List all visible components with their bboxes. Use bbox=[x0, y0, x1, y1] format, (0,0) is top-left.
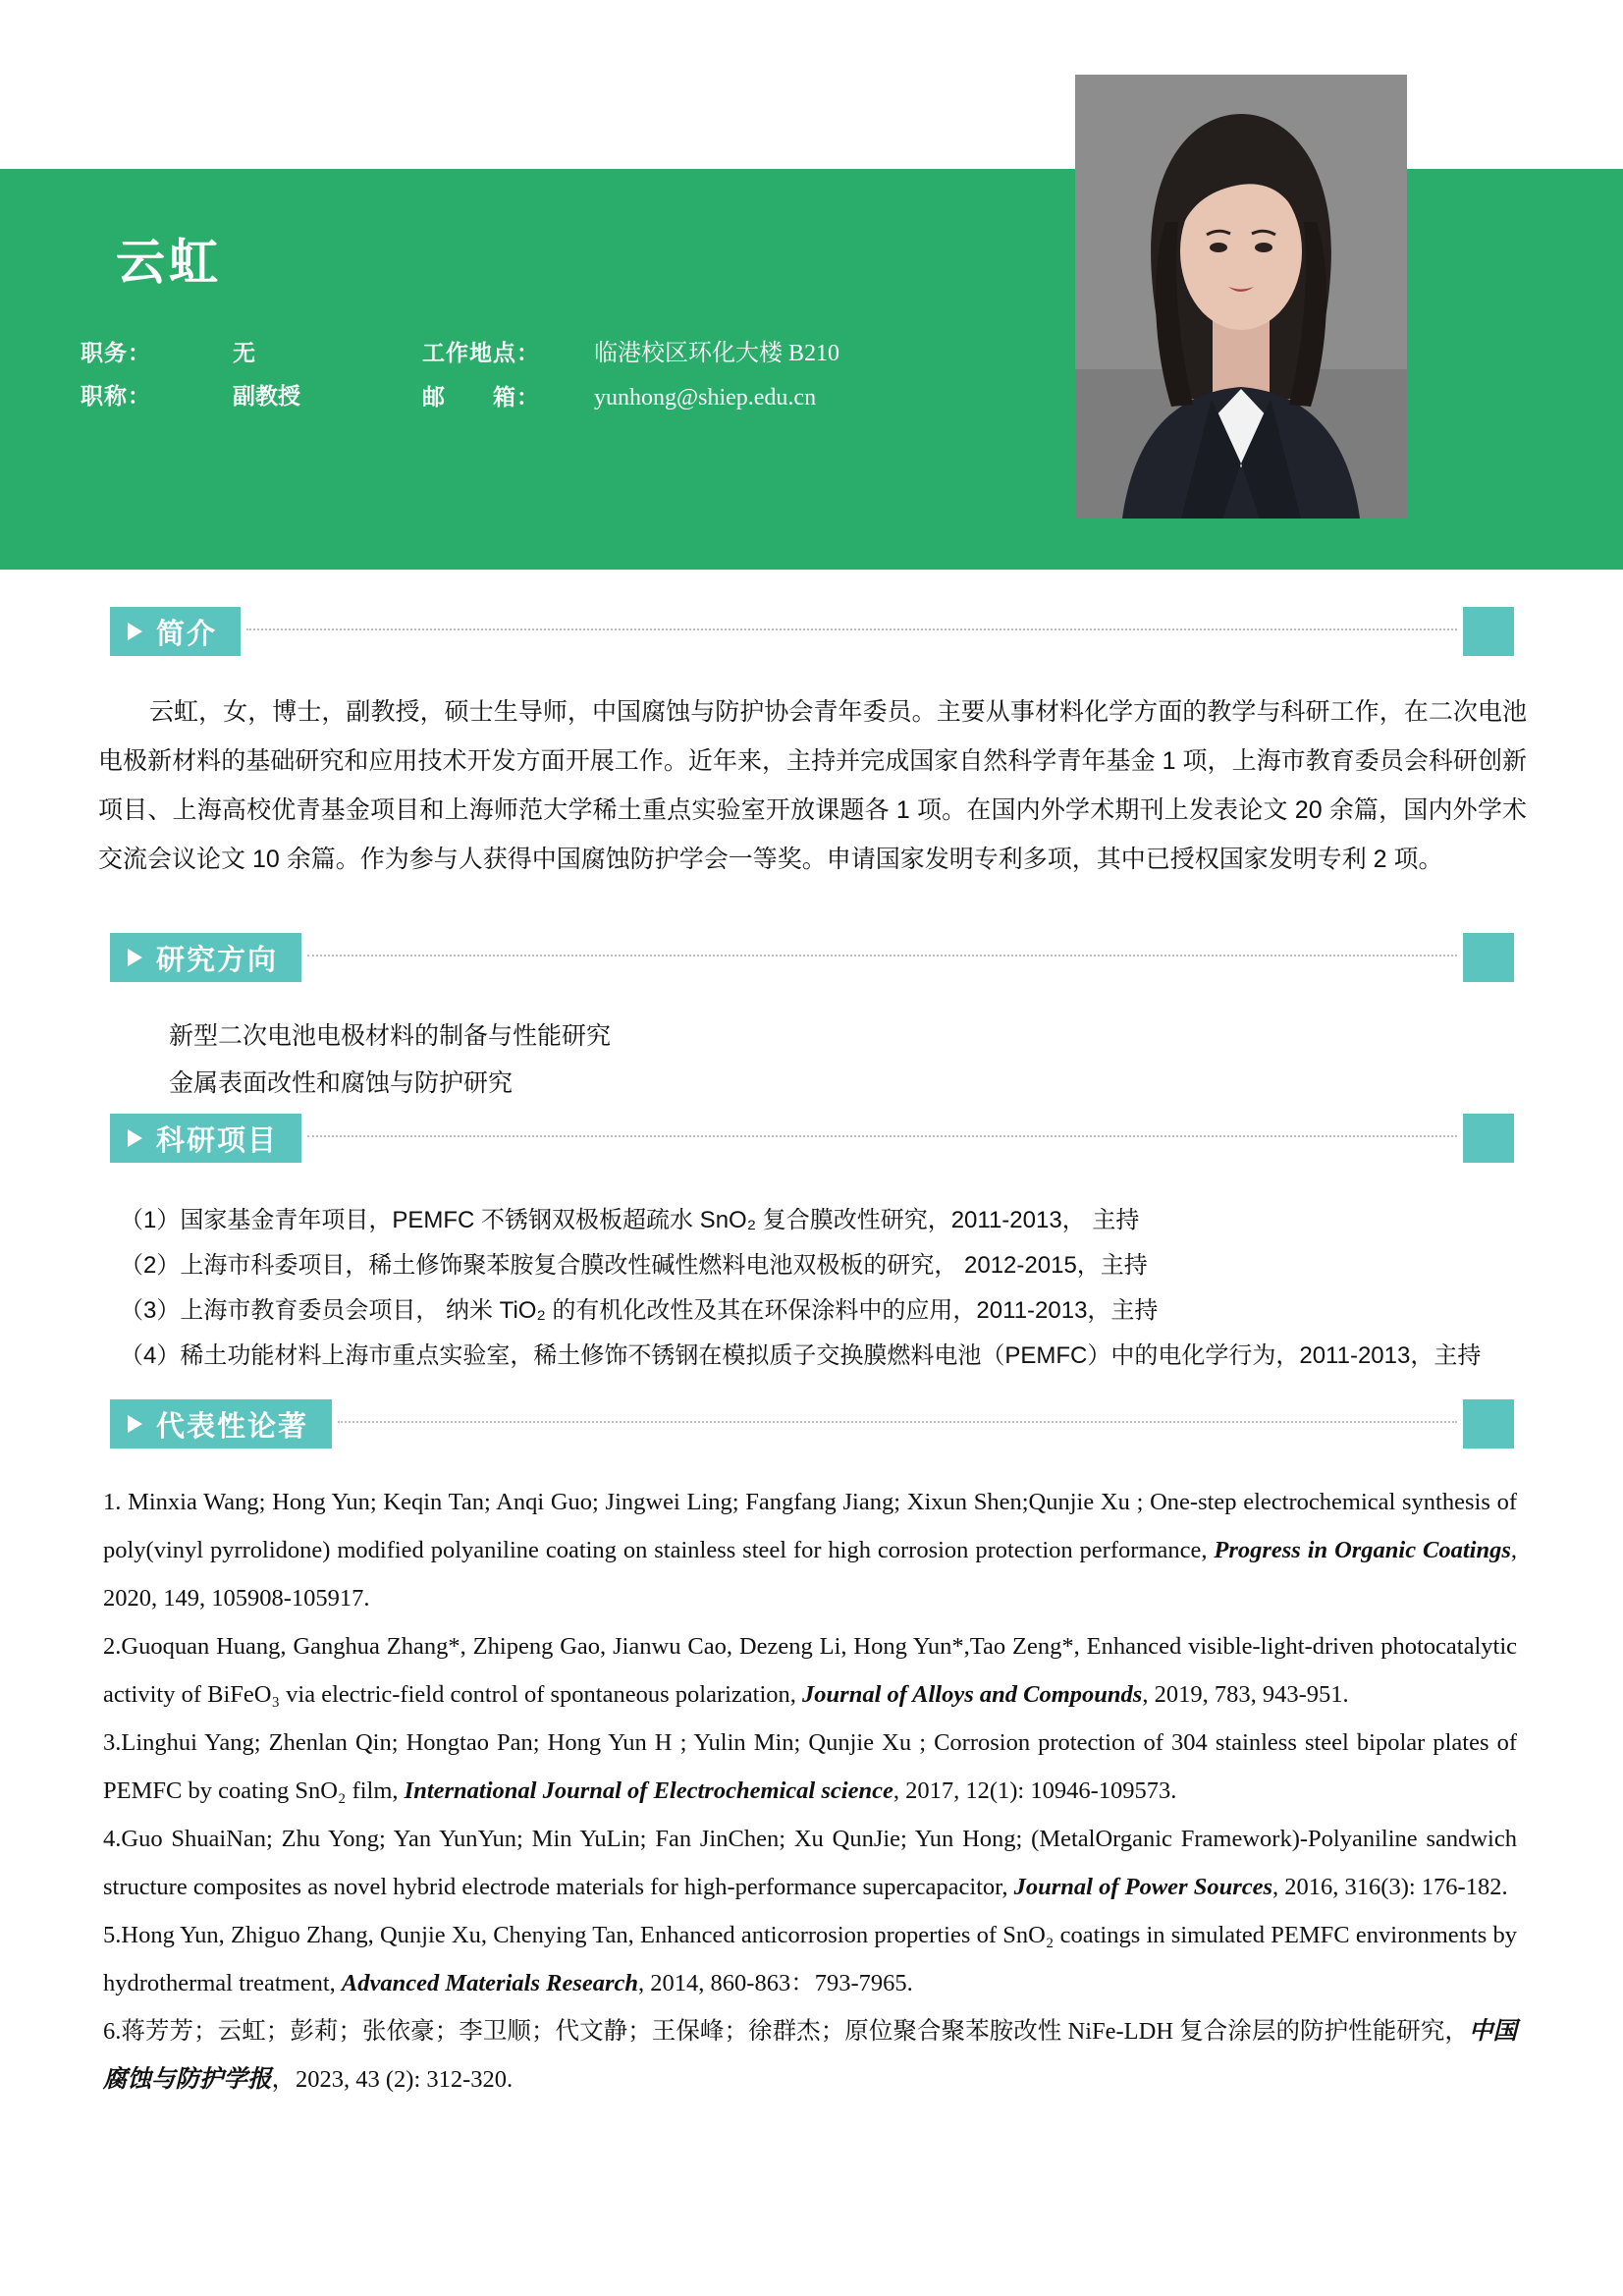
publication-title: One-step electrochemical synthesis of poly(vinyl pyrrolidone) modified polyaniline coating on stainless steel for high corrosion protection performance, bbox=[103, 1489, 1517, 1563]
intro-paragraph: 云虹，女，博士，副教授，硕士生导师，中国腐蚀与防护协会青年委员。主要从事材料化学方面的教学与科研工作，在二次电池电极新材料的基础研究和应用技术开发方面开展工作。近年来，主持并完成国家自然科学青年基金 1 项，上海市教育委员会科研创新项目、上海高校优青基金项目和上海师范大学稀土重点实验室开放课题各 1 项。在国内外学术期刊上发表论文 20 余篇，国内外学术交流会议论文 10 余篇。作为参与人获得中国腐蚀防护学会一等奖。申请国家发明专利多项，其中已授权国家发明专利 2 项。 bbox=[98, 698, 1527, 873]
section-heading-publications bbox=[110, 1399, 1514, 1449]
publication-tail: ，2023, 43 (2): 312-320. bbox=[271, 2066, 514, 2093]
project-item: （3）上海市教育委员会项目， 纳米 TiO₂ 的有机化改性及其在环保涂料中的应用，2011-2013，主持 bbox=[120, 1297, 1159, 1324]
meta-label-title: 职称： bbox=[81, 383, 151, 409]
publication-journal: Advanced Materials Research bbox=[341, 1970, 639, 1996]
triangle-bullet-icon bbox=[128, 949, 142, 966]
section-heading-intro bbox=[110, 607, 1514, 656]
section-heading-research bbox=[110, 933, 1514, 982]
publication-item bbox=[103, 2007, 1517, 2104]
triangle-bullet-icon bbox=[128, 623, 142, 640]
research-item: 金属表面改性和腐蚀与防护研究 bbox=[169, 1069, 514, 1097]
publication-tail: , 2016, 316(3): 176-182. bbox=[1272, 1874, 1508, 1900]
projects-list bbox=[120, 1198, 1514, 1379]
publication-item bbox=[103, 1719, 1517, 1815]
project-item: （4）稀土功能材料上海市重点实验室，稀土修饰不锈钢在模拟质子交换膜燃料电池（PEMFC）中的电化学行为，2011-2013，主持 bbox=[120, 1342, 1482, 1369]
header-meta-column-2 bbox=[422, 331, 839, 419]
section-heading-projects-label: 科研项目 bbox=[156, 1124, 279, 1157]
publication-authors: Linghui Yang; Zhenlan Qin; Hongtao Pan; Hong Yun H ; Yulin Min; Qunjie Xu ; bbox=[121, 1729, 935, 1756]
heading-dotted-rule bbox=[307, 954, 1457, 957]
avatar bbox=[1075, 75, 1407, 519]
publication-title: Enhanced visible-light-driven photocatalytic activity of BiFeO₃ via electric-field control of spontaneous polarization, bbox=[103, 1633, 1518, 1708]
page-title: 云虹 bbox=[116, 235, 222, 290]
meta-row-location bbox=[422, 331, 839, 375]
section-heading-publications-label: 代表性论著 bbox=[156, 1410, 309, 1443]
publication-authors: Guoquan Huang, Ganghua Zhang*, Zhipeng Gao, Jianwu Cao, Dezeng Li, Hong Yun*,Tao Zeng*, bbox=[121, 1633, 1087, 1660]
publication-index: 5. bbox=[103, 1922, 122, 1948]
publication-index: 3. bbox=[103, 1729, 122, 1756]
profile-header-banner bbox=[0, 169, 1623, 570]
publication-journal: Journal of Power Sources bbox=[1013, 1874, 1273, 1900]
publication-journal: International Journal of Electrochemical science bbox=[404, 1777, 893, 1804]
section-heading-publications-box bbox=[110, 1399, 332, 1449]
publication-index: 4. bbox=[103, 1826, 122, 1852]
publication-authors: Hong Yun, Zhiguo Zhang, Qunjie Xu, Chenying Tan, bbox=[121, 1922, 641, 1948]
meta-label-location: 工作地点： bbox=[422, 340, 540, 365]
publication-tail: , 2019, 783, 943-951. bbox=[1142, 1681, 1349, 1708]
triangle-bullet-icon bbox=[128, 1415, 142, 1433]
publication-title: Enhanced anticorrosion properties of SnO₂ coatings in simulated PEMFC environments by hydrothermal treatment, bbox=[103, 1922, 1517, 1996]
meta-row-email bbox=[422, 375, 839, 419]
publication-index: 6. bbox=[103, 2018, 122, 2045]
section-heading-projects bbox=[110, 1114, 1514, 1163]
publication-index: 2. bbox=[103, 1633, 122, 1660]
heading-dotted-rule bbox=[246, 628, 1457, 630]
section-heading-intro-label: 简介 bbox=[156, 618, 218, 650]
publications-list bbox=[103, 1478, 1517, 2104]
heading-end-block bbox=[1463, 1114, 1514, 1163]
publication-index: 1. bbox=[103, 1489, 122, 1515]
meta-label-position: 职务： bbox=[81, 340, 151, 365]
publication-journal: 中国腐蚀与防护学报 bbox=[103, 2018, 1518, 2093]
publication-tail: , 2017, 12(1): 10946-109573. bbox=[893, 1777, 1177, 1804]
publication-tail: , 2014, 860-863：793-7965. bbox=[638, 1970, 913, 1996]
publication-authors: Guo ShuaiNan; Zhu Yong; Yan YunYun; Min YuLin; Fan JinChen; Xu QunJie; Yun Hong; bbox=[121, 1826, 1032, 1852]
heading-end-block bbox=[1463, 1399, 1514, 1449]
project-item: （1）国家基金青年项目，PEMFC 不锈钢双极板超疏水 SnO₂ 复合膜改性研究，2011-2013， 主持 bbox=[120, 1207, 1140, 1233]
publication-item bbox=[103, 1478, 1517, 1622]
meta-value-location: 临港校区环化大楼 B210 bbox=[594, 341, 840, 366]
section-heading-research-label: 研究方向 bbox=[156, 944, 279, 976]
publication-item bbox=[103, 1622, 1517, 1719]
triangle-bullet-icon bbox=[128, 1129, 142, 1147]
publication-item bbox=[103, 1911, 1517, 2007]
meta-label-email: 邮 箱： bbox=[422, 384, 540, 410]
publication-title: (MetalOrganic Framework)-Polyaniline sandwich structure composites as novel hybrid electrode materials for high-performance supercapacitor, bbox=[103, 1826, 1517, 1900]
section-heading-projects-box bbox=[110, 1114, 301, 1163]
meta-value-position: 无 bbox=[233, 340, 255, 365]
research-item: 新型二次电池电极材料的制备与性能研究 bbox=[169, 1022, 612, 1050]
publication-journal: Progress in Organic Coatings bbox=[1214, 1537, 1511, 1563]
publication-title: 原位聚合聚苯胺改性 NiFe-LDH 复合涂层的防护性能研究， bbox=[844, 2018, 1469, 2045]
publication-authors: Minxia Wang; Hong Yun; Keqin Tan; Anqi Guo; Jingwei Ling; Fangfang Jiang; Xixun Shen;Qunjie Xu ; bbox=[128, 1489, 1151, 1515]
meta-value-title: 副教授 bbox=[233, 383, 300, 409]
publication-title: Corrosion protection of 304 stainless steel bipolar plates of PEMFC by coating SnO₂ film, bbox=[103, 1729, 1518, 1804]
project-item: （2）上海市科委项目，稀土修饰聚苯胺复合膜改性碱性燃料电池双极板的研究， 2012-2015，主持 bbox=[120, 1252, 1148, 1279]
publication-authors: 蒋芳芳；云虹；彭莉；张依豪；李卫顺；代文静；王保峰；徐群杰； bbox=[121, 2018, 845, 2045]
heading-end-block bbox=[1463, 933, 1514, 982]
heading-dotted-rule bbox=[307, 1134, 1457, 1137]
section-heading-intro-box bbox=[110, 607, 241, 656]
publication-item bbox=[103, 1815, 1517, 1911]
publication-journal: Journal of Alloys and Compounds bbox=[802, 1681, 1143, 1708]
heading-dotted-rule bbox=[338, 1420, 1457, 1423]
publication-tail: , 2020, 149, 105908-105917. bbox=[103, 1537, 1517, 1612]
heading-end-block bbox=[1463, 607, 1514, 656]
section-heading-research-box bbox=[110, 933, 301, 982]
meta-value-email[interactable]: yunhong@shiep.edu.cn bbox=[594, 385, 817, 410]
